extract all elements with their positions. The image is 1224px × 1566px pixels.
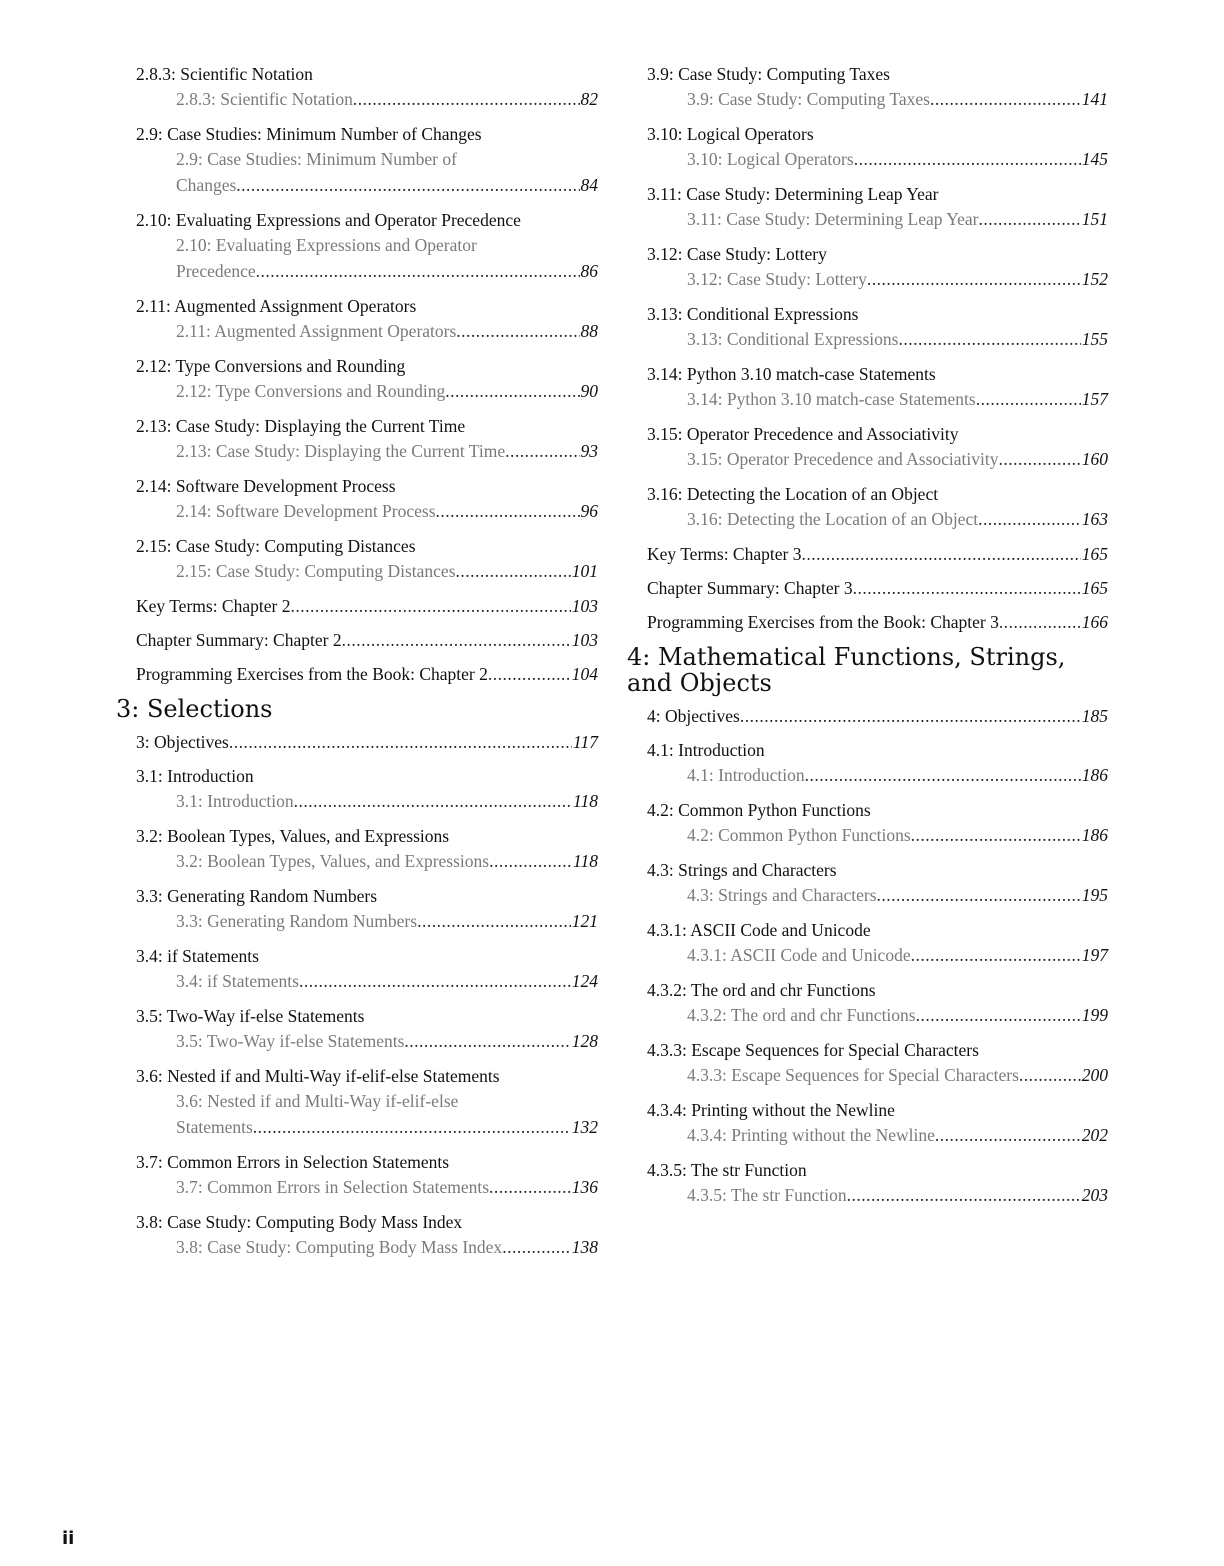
toc-entry-page-number: 104: [571, 664, 598, 684]
toc-entry: [136, 730, 598, 754]
toc-entry: [647, 798, 1108, 848]
subsection-link: [687, 1122, 1108, 1148]
subsection-text: 3.7: Common Errors in Selection Statements: [176, 1177, 490, 1197]
subsection-line: [176, 498, 598, 524]
toc-entry-leader-dots: [488, 662, 571, 686]
toc-entry: [647, 918, 1108, 968]
subsection-text: 2.13: Case Study: Displaying the Current Time: [176, 441, 506, 461]
subsection-text: 3.2: Boolean Types, Values, and Expressions: [176, 851, 490, 871]
subsection-text: 4.3.1: ASCII Code and Unicode: [687, 945, 911, 965]
section-title: 3.14: Python 3.10 match-case Statements: [647, 364, 936, 384]
chapter-heading: 4: Mathematical Functions, Strings, and Objects: [627, 643, 1066, 697]
subsection-link: [687, 446, 1108, 472]
section-title: 3.6: Nested if and Multi-Way if-elif-else Statements: [136, 1066, 500, 1086]
toc-entry: [136, 534, 598, 584]
subsection-link: [176, 1234, 598, 1260]
subsection-page-number: 88: [580, 321, 598, 341]
subsection-leader-dots: [854, 146, 1081, 172]
subsection-link: [176, 848, 598, 874]
toc-entry-leader-dots: [229, 730, 572, 754]
toc-entry-text: 4: Objectives: [647, 706, 740, 726]
subsection-page-number: 101: [571, 561, 598, 581]
toc-entry: [647, 978, 1108, 1028]
subsection-leader-dots: [916, 1002, 1081, 1028]
toc-entry-leader-dots: [801, 542, 1080, 566]
subsection-page-number: 82: [580, 89, 598, 109]
toc-entry: [136, 884, 598, 934]
toc-entry: [136, 1210, 598, 1260]
subsection-leader-dots: [847, 1182, 1081, 1208]
toc-entry: [136, 824, 598, 874]
subsection-link: [176, 378, 598, 404]
subsection-leader-dots: [404, 1028, 570, 1054]
subsection-text: 3.1: Introduction: [176, 791, 294, 811]
toc-entry: [647, 62, 1108, 112]
subsection-line: [687, 386, 1108, 412]
subsection-text: 3.3: Generating Random Numbers: [176, 911, 418, 931]
subsection-page-number: 128: [571, 1031, 598, 1051]
toc-entry: [647, 362, 1108, 412]
toc-entry: [136, 294, 598, 344]
subsection-text: 3.15: Operator Precedence and Associativity: [687, 449, 999, 469]
toc-entry: [136, 354, 598, 404]
subsection-link: [687, 386, 1108, 412]
subsection-text: 2.15: Case Study: Computing Distances: [176, 561, 456, 581]
subsection-leader-dots: [489, 1174, 571, 1200]
section-title: 2.13: Case Study: Displaying the Current Time: [136, 416, 466, 436]
subsection-leader-dots: [978, 506, 1081, 532]
subsection-page-number: 132: [571, 1117, 598, 1137]
subsection-text: 4.1: Introduction: [687, 765, 805, 785]
subsection-leader-dots: [978, 206, 1080, 232]
subsection-link: [687, 882, 1108, 908]
subsection-line: [687, 1122, 1108, 1148]
toc-entry: [647, 182, 1108, 232]
subsection-page-number: 186: [1081, 765, 1108, 785]
subsection-text: 4.2: Common Python Functions: [687, 825, 911, 845]
subsection-link: [176, 788, 598, 814]
section-title: 2.14: Software Development Process: [136, 476, 396, 496]
subsection-text: 4.3.3: Escape Sequences for Special Characters: [687, 1065, 1019, 1085]
toc-entry-line: [647, 704, 1108, 728]
subsection-leader-dots: [505, 438, 579, 464]
subsection-leader-dots: [256, 258, 580, 284]
subsection-page-number: 157: [1081, 389, 1108, 409]
toc-entry-leader-dots: [999, 610, 1081, 634]
subsection-page-number: 121: [571, 911, 598, 931]
toc-entry: [647, 302, 1108, 352]
toc-entry-text: Programming Exercises from the Book: Chapter 3: [647, 612, 999, 632]
toc-entry: [136, 1150, 598, 1200]
subsection-line: [687, 266, 1108, 292]
section-title: 3.16: Detecting the Location of an Object: [647, 484, 939, 504]
subsection-page-number: 202: [1081, 1125, 1108, 1145]
subsection-line: [176, 86, 598, 112]
toc-entry: [136, 474, 598, 524]
toc-entry-text: Chapter Summary: Chapter 3: [647, 578, 853, 598]
section-title: 3.10: Logical Operators: [647, 124, 814, 144]
toc-entry: [647, 576, 1108, 600]
subsection-page-number: 141: [1081, 89, 1108, 109]
subsection-link: [687, 1002, 1108, 1028]
subsection-page-number: 186: [1081, 825, 1108, 845]
subsection-link: [687, 822, 1108, 848]
subsection-line: [176, 968, 598, 994]
subsection-text: 3.5: Two-Way if-else Statements: [176, 1031, 405, 1051]
section-title: 2.10: Evaluating Expressions and Operator Precedence: [136, 210, 521, 230]
subsection-leader-dots: [867, 266, 1081, 292]
subsection-leader-dots: [353, 86, 580, 112]
subsection-line: [176, 908, 598, 934]
section-title: 2.8.3: Scientific Notation: [136, 64, 313, 84]
toc-entry: [136, 662, 598, 686]
subsection-leader-dots: [976, 386, 1081, 412]
toc-entry: [647, 542, 1108, 566]
subsection-leader-dots: [805, 762, 1081, 788]
subsection-text: Precedence: [176, 261, 256, 281]
subsection-text: 4.3: Strings and Characters: [687, 885, 877, 905]
section-title: 3.4: if Statements: [136, 946, 259, 966]
toc-entry-line: [136, 662, 598, 686]
toc-entry: [647, 122, 1108, 172]
subsection-page-number: 136: [571, 1177, 598, 1197]
subsection-link: [176, 1174, 598, 1200]
section-title: 3.11: Case Study: Determining Leap Year: [647, 184, 939, 204]
toc-entry-leader-dots: [853, 576, 1081, 600]
subsection-leader-dots: [489, 848, 572, 874]
subsection-line: [687, 206, 1108, 232]
subsection-leader-dots: [911, 942, 1081, 968]
subsection-page-number: 155: [1081, 329, 1108, 349]
section-title: 3.7: Common Errors in Selection Statements: [136, 1152, 450, 1172]
section-title: 3.8: Case Study: Computing Body Mass Index: [136, 1212, 463, 1232]
subsection-line: [687, 446, 1108, 472]
section-title: 4.3.5: The str Function: [647, 1160, 807, 1180]
toc-entry-line: [136, 628, 598, 652]
subsection-page-number: 200: [1081, 1065, 1108, 1085]
subsection-line: [687, 326, 1108, 352]
subsection-page-number: 145: [1081, 149, 1108, 169]
subsection-line: [176, 848, 598, 874]
subsection-text: Statements: [176, 1117, 253, 1137]
subsection-text: 2.12: Type Conversions and Rounding: [176, 381, 446, 401]
toc-left-column: [116, 62, 598, 1270]
toc-entry-line: [136, 730, 598, 754]
subsection-line: [176, 378, 598, 404]
subsection-text-first-line: 2.9: Case Studies: Minimum Number of: [176, 149, 457, 169]
toc-entry: [647, 1038, 1108, 1088]
subsection-link: [176, 908, 598, 934]
subsection-text: 4.3.4: Printing without the Newline: [687, 1125, 935, 1145]
subsection-link: [687, 762, 1108, 788]
subsection-page-number: 118: [573, 791, 598, 811]
subsection-line: [176, 558, 598, 584]
chapter-heading: 3: Selections: [116, 695, 273, 723]
section-title: 4.3.1: ASCII Code and Unicode: [647, 920, 871, 940]
toc-entry-page-number: 165: [1081, 544, 1108, 564]
subsection-page-number: 160: [1081, 449, 1108, 469]
subsection-line: [687, 822, 1108, 848]
subsection-page-number: 199: [1081, 1005, 1108, 1025]
subsection-link: [687, 206, 1108, 232]
toc-right-column: [627, 62, 1108, 1218]
toc-entry-line: [647, 576, 1108, 600]
subsection-page-number: 86: [580, 261, 598, 281]
subsection-text: 4.3.2: The ord and chr Functions: [687, 1005, 916, 1025]
toc-entry: [647, 738, 1108, 788]
subsection-page-number: 84: [580, 175, 598, 195]
subsection-line: [687, 1182, 1108, 1208]
toc-entry: [136, 1064, 598, 1140]
subsection-leader-dots: [935, 1122, 1081, 1148]
toc-entry: [136, 208, 598, 284]
subsection-page-number: 195: [1081, 885, 1108, 905]
section-title: 3.3: Generating Random Numbers: [136, 886, 378, 906]
section-title: 4.3.3: Escape Sequences for Special Characters: [647, 1040, 979, 1060]
toc-entry: [136, 628, 598, 652]
subsection-line: [687, 762, 1108, 788]
subsection-line: [176, 1028, 598, 1054]
subsection-page-number: 93: [580, 441, 598, 461]
section-title: 3.5: Two-Way if-else Statements: [136, 1006, 365, 1026]
subsection-text: 3.11: Case Study: Determining Leap Year: [687, 209, 979, 229]
toc-entry: [647, 858, 1108, 908]
subsection-link: [687, 1062, 1108, 1088]
subsection-leader-dots: [930, 86, 1081, 112]
subsection-leader-dots: [1019, 1062, 1081, 1088]
subsection-leader-dots: [456, 558, 571, 584]
toc-entry: [136, 414, 598, 464]
section-title: 4.1: Introduction: [647, 740, 765, 760]
subsection-page-number: 118: [573, 851, 598, 871]
section-title: 3.1: Introduction: [136, 766, 254, 786]
subsection-text: 3.10: Logical Operators: [687, 149, 854, 169]
subsection-link: [176, 968, 598, 994]
section-title: 3.9: Case Study: Computing Taxes: [647, 64, 890, 84]
toc-entry-text: Programming Exercises from the Book: Chapter 2: [136, 664, 488, 684]
subsection-page-number: 163: [1081, 509, 1108, 529]
subsection-leader-dots: [999, 446, 1081, 472]
subsection-line: [176, 438, 598, 464]
subsection-text: 3.16: Detecting the Location of an Object: [687, 509, 979, 529]
page-number: ii: [62, 1528, 75, 1549]
subsection-text: 3.12: Case Study: Lottery: [687, 269, 867, 289]
subsection-link: [687, 942, 1108, 968]
subsection-text-first-line: 2.10: Evaluating Expressions and Operator: [176, 235, 477, 255]
subsection-text: 2.14: Software Development Process: [176, 501, 436, 521]
toc-entry: [136, 764, 598, 814]
section-title: 2.12: Type Conversions and Rounding: [136, 356, 406, 376]
subsection-link: [176, 318, 598, 344]
toc-entry: [136, 122, 598, 198]
toc-entry: [136, 594, 598, 618]
toc-entry: [136, 62, 598, 112]
toc-entry-text: 3: Objectives: [136, 732, 229, 752]
subsection-line: [176, 1114, 598, 1140]
subsection-page-number: 90: [580, 381, 598, 401]
section-title: 3.15: Operator Precedence and Associativity: [647, 424, 959, 444]
toc-entry-leader-dots: [740, 704, 1081, 728]
toc-entry-page-number: 103: [571, 596, 598, 616]
subsection-line: [176, 172, 598, 198]
subsection-link: [176, 1088, 598, 1140]
subsection-leader-dots: [911, 822, 1081, 848]
toc-entry-text: Chapter Summary: Chapter 2: [136, 630, 342, 650]
subsection-text: 3.14: Python 3.10 match-case Statements: [687, 389, 976, 409]
subsection-page-number: 152: [1081, 269, 1108, 289]
toc-entry: [647, 1158, 1108, 1208]
toc-entry: [647, 422, 1108, 472]
subsection-page-number: 96: [580, 501, 598, 521]
subsection-leader-dots: [456, 318, 579, 344]
toc-entry: [136, 944, 598, 994]
toc-entry: [647, 704, 1108, 728]
toc-entry-line: [647, 610, 1108, 634]
toc-entry-page-number: 103: [571, 630, 598, 650]
subsection-link: [687, 86, 1108, 112]
section-title: 4.3: Strings and Characters: [647, 860, 837, 880]
toc-entry: [647, 482, 1108, 532]
subsection-leader-dots: [445, 378, 579, 404]
subsection-link: [176, 86, 598, 112]
toc-entry-page-number: 117: [573, 732, 598, 752]
section-title: 3.12: Case Study: Lottery: [647, 244, 827, 264]
section-title: 2.15: Case Study: Computing Distances: [136, 536, 416, 556]
subsection-text: 2.11: Augmented Assignment Operators: [176, 321, 457, 341]
subsection-leader-dots: [299, 968, 571, 994]
toc-entry: [647, 242, 1108, 292]
subsection-link: [176, 438, 598, 464]
subsection-text-first-line: 3.6: Nested if and Multi-Way if-elif-else: [176, 1091, 459, 1111]
toc-entry-text: Key Terms: Chapter 3: [647, 544, 802, 564]
subsection-link: [687, 266, 1108, 292]
subsection-link: [687, 1182, 1108, 1208]
subsection-link: [176, 232, 598, 284]
subsection-leader-dots: [417, 908, 571, 934]
subsection-text: 3.8: Case Study: Computing Body Mass Index: [176, 1237, 503, 1257]
section-title: 2.11: Augmented Assignment Operators: [136, 296, 417, 316]
subsection-line: [687, 146, 1108, 172]
subsection-link: [176, 498, 598, 524]
toc-entry: [647, 1098, 1108, 1148]
subsection-text: 2.8.3: Scientific Notation: [176, 89, 353, 109]
subsection-leader-dots: [236, 172, 579, 198]
subsection-line: [176, 318, 598, 344]
subsection-text: 3.9: Case Study: Computing Taxes: [687, 89, 930, 109]
subsection-line: [176, 1234, 598, 1260]
subsection-link: [687, 506, 1108, 532]
subsection-line: [687, 1062, 1108, 1088]
subsection-link: [687, 326, 1108, 352]
subsection-line: [687, 1002, 1108, 1028]
subsection-text: 3.13: Conditional Expressions: [687, 329, 899, 349]
subsection-line: [176, 788, 598, 814]
subsection-line: [687, 882, 1108, 908]
toc-entry-page-number: 166: [1081, 612, 1108, 632]
subsection-text: 4.3.5: The str Function: [687, 1185, 847, 1205]
subsection-leader-dots: [502, 1234, 571, 1260]
subsection-page-number: 138: [571, 1237, 598, 1257]
toc-entry-line: [136, 594, 598, 618]
toc-entry-page-number: 185: [1081, 706, 1108, 726]
toc-entry-line: [647, 542, 1108, 566]
toc-entry-page-number: 165: [1081, 578, 1108, 598]
subsection-leader-dots: [436, 498, 580, 524]
subsection-link: [176, 1028, 598, 1054]
toc-entry-text: Key Terms: Chapter 2: [136, 596, 291, 616]
subsection-leader-dots: [877, 882, 1081, 908]
section-title: 3.2: Boolean Types, Values, and Expressions: [136, 826, 450, 846]
subsection-page-number: 124: [571, 971, 598, 991]
subsection-leader-dots: [253, 1114, 571, 1140]
subsection-leader-dots: [898, 326, 1080, 352]
subsection-line: [687, 942, 1108, 968]
subsection-page-number: 151: [1081, 209, 1108, 229]
subsection-line: [176, 258, 598, 284]
subsection-text: Changes: [176, 175, 237, 195]
toc-entry: [136, 1004, 598, 1054]
toc-entry-leader-dots: [290, 594, 570, 618]
subsection-leader-dots: [294, 788, 572, 814]
section-title: 2.9: Case Studies: Minimum Number of Changes: [136, 124, 482, 144]
section-title: 3.13: Conditional Expressions: [647, 304, 859, 324]
subsection-text: 3.4: if Statements: [176, 971, 299, 991]
subsection-page-number: 197: [1081, 945, 1108, 965]
section-title: 4.3.2: The ord and chr Functions: [647, 980, 876, 1000]
toc-entry: [647, 610, 1108, 634]
subsection-line: [687, 86, 1108, 112]
section-title: 4.2: Common Python Functions: [647, 800, 871, 820]
subsection-line: [176, 1174, 598, 1200]
subsection-link: [687, 146, 1108, 172]
subsection-link: [176, 146, 598, 198]
section-title: 4.3.4: Printing without the Newline: [647, 1100, 895, 1120]
subsection-line: [687, 506, 1108, 532]
subsection-page-number: 203: [1081, 1185, 1108, 1205]
subsection-link: [176, 558, 598, 584]
toc-entry-leader-dots: [342, 628, 571, 652]
